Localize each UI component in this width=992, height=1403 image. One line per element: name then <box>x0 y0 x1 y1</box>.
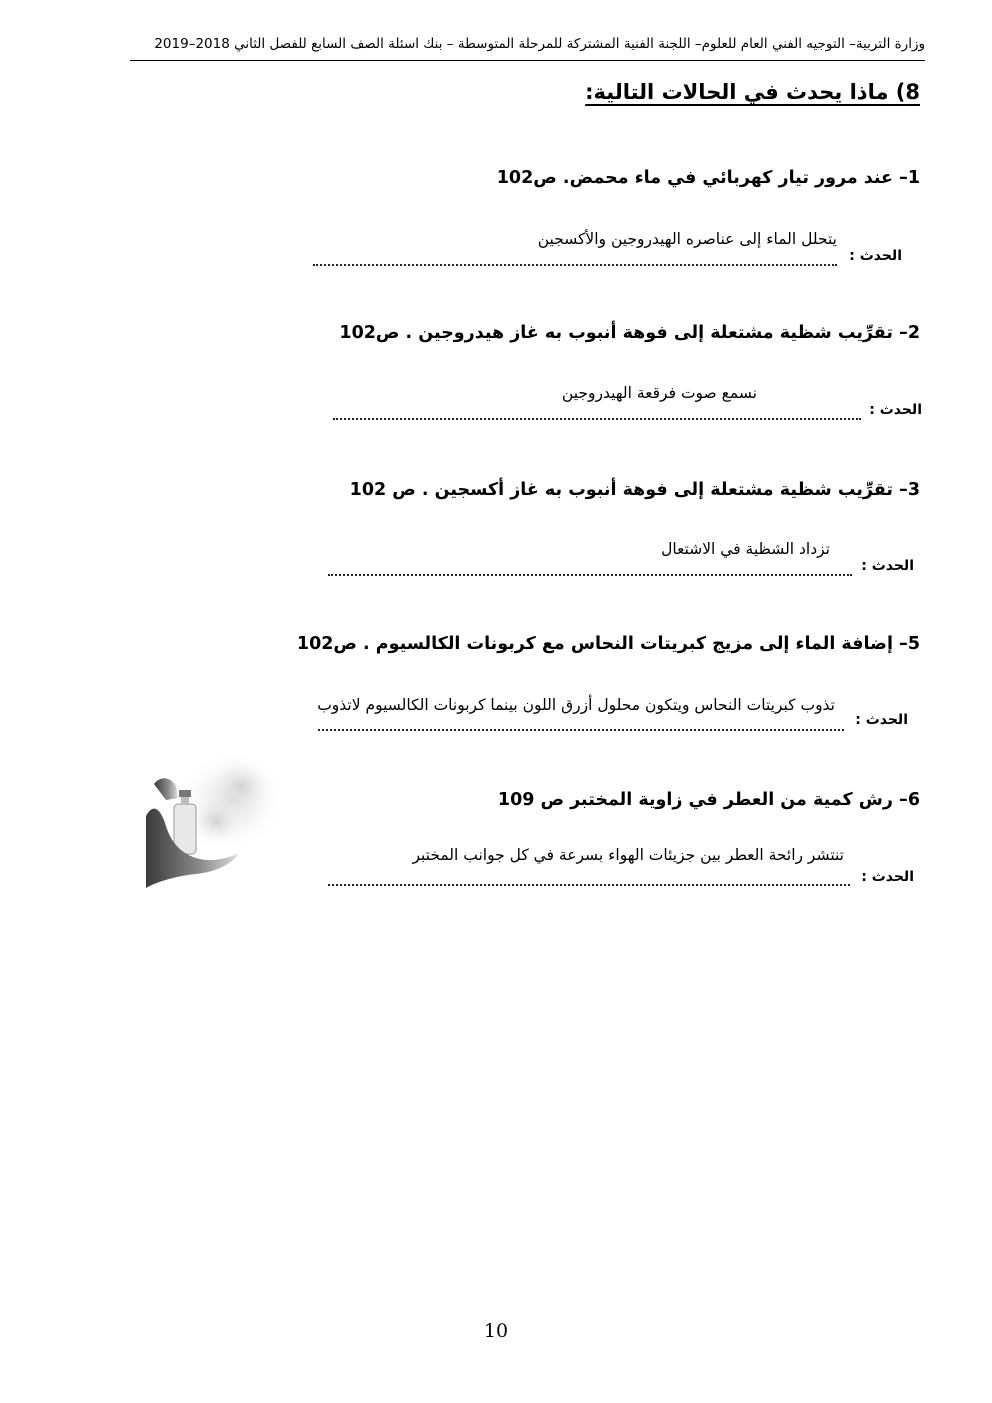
answer-label: الحدث : <box>861 558 914 574</box>
answer-label: الحدث : <box>869 402 922 418</box>
question-title: 5– إضافة الماء إلى مزيج كبريتات النحاس مع كربونات الكالسيوم . ص102 <box>296 634 920 654</box>
answer-label: الحدث : <box>855 712 908 728</box>
question-title: 1– عند مرور تيار كهربائي في ماء محمض. ص102 <box>496 168 920 188</box>
header-divider <box>130 60 925 61</box>
section-title: 8) ماذا يحدث في الحالات التالية: <box>585 80 920 104</box>
page-number: 10 <box>483 1320 509 1342</box>
perfume-spray-image <box>146 746 286 888</box>
page-header: وزارة التربية– التوجيه الفني العام للعلوم– اللجنة الفنية المشتركة للمرحلة المتوسطة – بنك اسئلة الصف السابع للفصل الثاني 2018–2019 <box>154 36 925 52</box>
question-title: 6– رش كمية من العطر في زاوية المختبر ص 109 <box>497 790 920 810</box>
answer-label: الحدث : <box>861 869 914 885</box>
answer-dotted-line <box>313 264 837 266</box>
question-title: 3– تقرِّيب شظية مشتعلة إلى فوهة أنبوب به غاز أكسجين . ص 102 <box>349 480 920 500</box>
answer-text: نسمع صوت فرقعة الهيدروجين <box>561 384 757 402</box>
question-title: 2– تقرِّيب شظية مشتعلة إلى فوهة أنبوب به غاز هيدروجين . ص102 <box>339 323 920 343</box>
answer-text: تنتشر رائحة العطر بين جزيئات الهواء بسرعة في كل جوانب المختبر <box>412 846 844 864</box>
answer-dotted-line <box>333 418 861 420</box>
answer-dotted-line <box>328 574 852 576</box>
answer-text: تذوب كبريتات النحاس ويتكون محلول أزرق اللون بينما كربونات الكالسيوم لاتذوب <box>317 696 835 714</box>
answer-label: الحدث : <box>849 248 902 264</box>
answer-dotted-line <box>328 884 850 886</box>
answer-text: يتحلل الماء إلى عناصره الهيدروجين والأكسجين <box>537 230 837 248</box>
answer-text: تزداد الشظية في الاشتعال <box>661 540 830 558</box>
answer-dotted-line <box>318 729 844 731</box>
